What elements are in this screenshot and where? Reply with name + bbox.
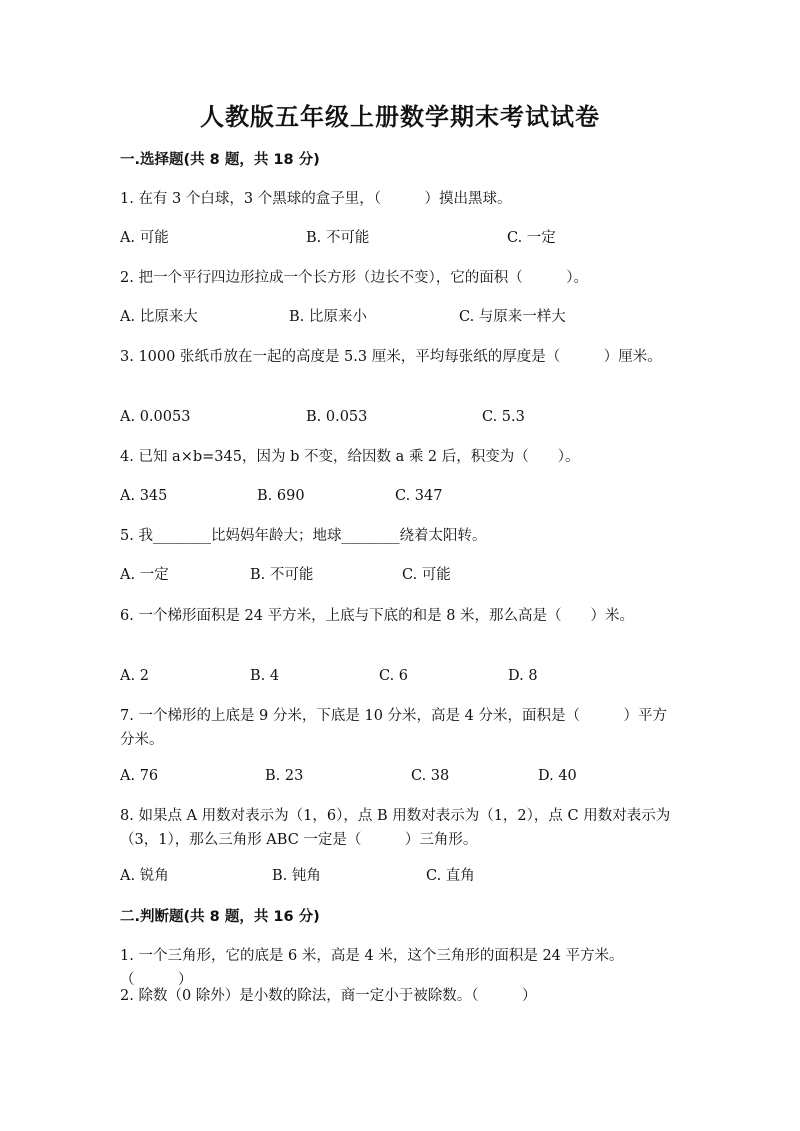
option-6b: B. 4: [250, 668, 280, 684]
option-3a: A. 0.0053: [120, 409, 191, 425]
option-8a: A. 锐角: [120, 868, 169, 884]
option-1a: A. 可能: [120, 230, 169, 246]
question-5: 5. 我________比妈妈年龄大；地球________绕着太阳转。: [120, 528, 487, 544]
option-2a: A. 比原来大: [120, 309, 198, 325]
judgment-question-2: 2. 除数（0 除外）是小数的除法，商一定小于被除数。（ ）: [120, 988, 537, 1004]
section-header-judgment: 二.判断题(共 8 题，共 16 分): [120, 909, 320, 925]
option-5b: B. 不可能: [250, 567, 314, 583]
page-title: 人教版五年级上册数学期末考试试卷: [200, 103, 600, 131]
question-1: 1. 在有 3 个白球，3 个黑球的盒子里，（ ）摸出黑球。: [120, 191, 512, 207]
option-1b: B. 不可能: [306, 230, 370, 246]
option-5c: C. 可能: [402, 567, 451, 583]
option-3c: C. 5.3: [482, 409, 525, 425]
option-2c: C. 与原来一样大: [459, 309, 566, 325]
question-6: 6. 一个梯形面积是 24 平方米，上底与下底的和是 8 米，那么高是（ ）米。: [120, 608, 635, 624]
option-4a: A. 345: [120, 488, 168, 504]
option-4b: B. 690: [257, 488, 305, 504]
option-8b: B. 钝角: [272, 868, 321, 884]
option-7b: B. 23: [265, 768, 304, 784]
question-7: 7. 一个梯形的上底是 9 分米，下底是 10 分米，高是 4 分米，面积是（ ）平方分米。: [120, 708, 667, 748]
option-1c: C. 一定: [507, 230, 556, 246]
judgment-question-1: 1. 一个三角形，它的底是 6 米，高是 4 米，这个三角形的面积是 24 平方米。（ ）: [120, 948, 624, 988]
question-4: 4. 已知 a×b=345，因为 b 不变，给因数 a 乘 2 后，积变为（ ）。: [120, 449, 580, 465]
option-7a: A. 76: [120, 768, 159, 784]
option-5a: A. 一定: [120, 567, 169, 583]
question-3: 3. 1000 张纸币放在一起的高度是 5.3 厘米，平均每张纸的厚度是（ ）厘米。: [120, 349, 662, 365]
option-8c: C. 直角: [426, 868, 475, 884]
option-2b: B. 比原来小: [289, 309, 367, 325]
question-8: 8. 如果点 A 用数对表示为（1，6），点 B 用数对表示为（1，2），点 C 用数对表示为（3，1），那么三角形 ABC 一定是（ ）三角形。: [120, 808, 671, 848]
option-4c: C. 347: [395, 488, 443, 504]
section-header-choice: 一.选择题(共 8 题，共 18 分): [120, 152, 320, 168]
option-6d: D. 8: [508, 668, 538, 684]
option-6c: C. 6: [379, 668, 409, 684]
option-7d: D. 40: [538, 768, 577, 784]
option-6a: A. 2: [120, 668, 149, 684]
question-2: 2. 把一个平行四边形拉成一个长方形（边长不变），它的面积（ ）。: [120, 270, 588, 286]
option-3b: B. 0.053: [306, 409, 368, 425]
option-7c: C. 38: [411, 768, 450, 784]
